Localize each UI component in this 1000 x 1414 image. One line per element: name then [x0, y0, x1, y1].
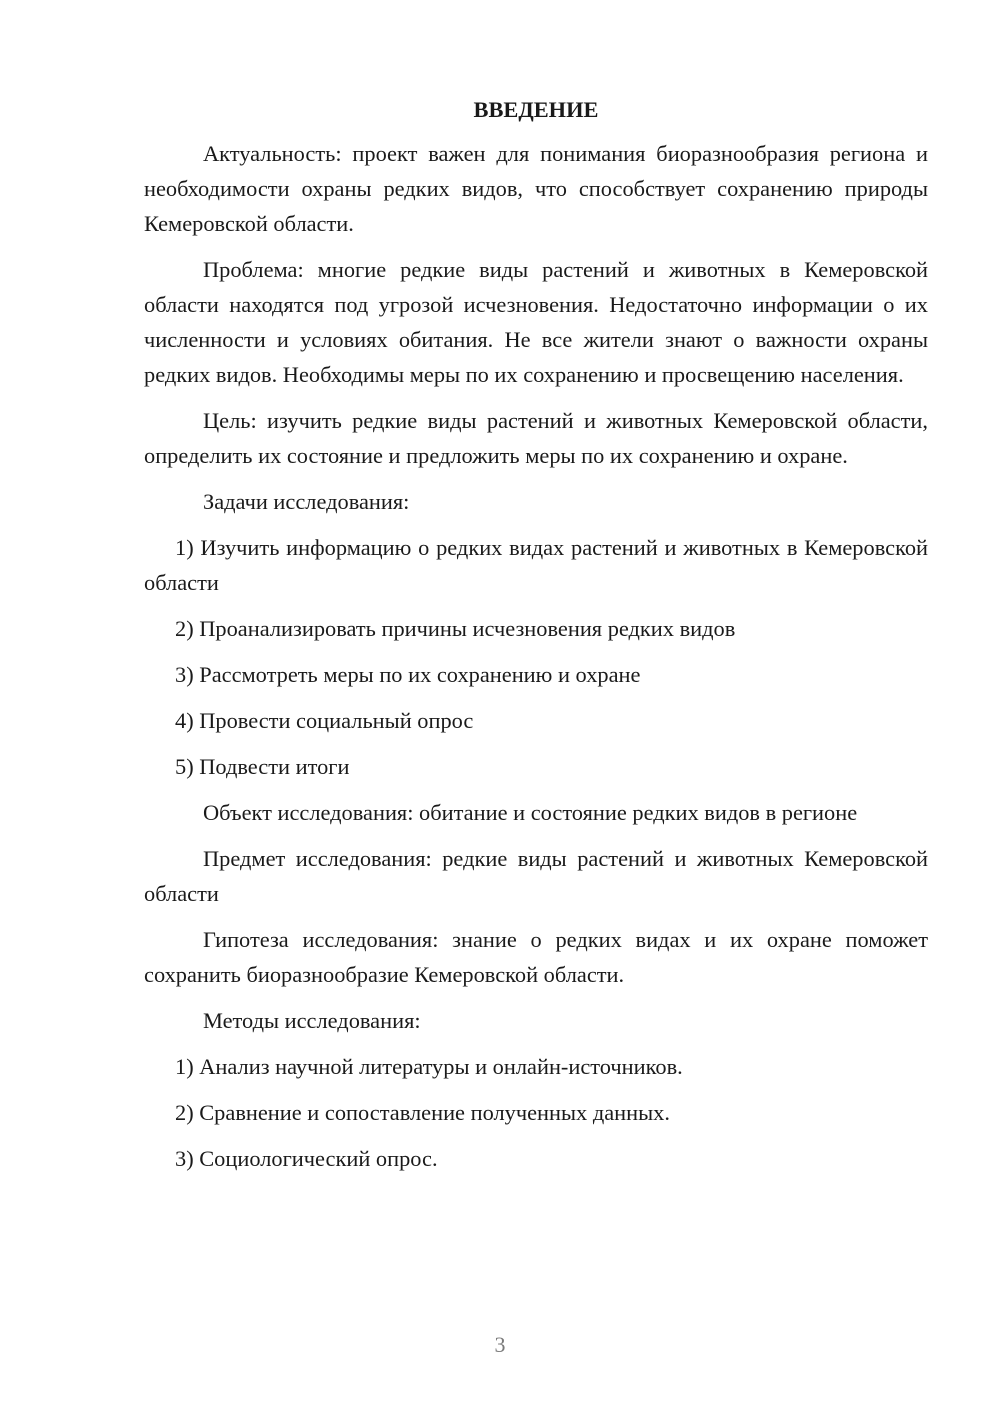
task-item-4: 4) Провести социальный опрос: [175, 708, 474, 733]
task-item-3: 3) Рассмотреть меры по их сохранению и охране: [175, 662, 641, 687]
document-body: [144, 92, 928, 1187]
goal-paragraph: Цель: изучить редкие виды растений и животных Кемеровской области, определить их состояние и предложить меры по их сохранению и охране.: [144, 408, 928, 468]
tasks-heading: Задачи исследования:: [203, 489, 410, 514]
research-object-paragraph: Объект исследования: обитание и состояние редких видов в регионе: [203, 800, 858, 825]
problem-paragraph: Проблема: многие редкие виды растений и животных в Кемеровской области находятся под угрозой исчезновения. Недостаточно информации о их численности и условиях обитания. Не все жители знают о важности охраны редких видов. Необходимы меры по их сохранению и просвещению населения.: [144, 257, 928, 387]
task-item-2: 2) Проанализировать причины исчезновения редких видов: [175, 616, 736, 641]
method-item-2: 2) Сравнение и сопоставление полученных данных.: [175, 1100, 670, 1125]
document-title: ВВЕДЕНИЕ: [473, 97, 599, 122]
task-item-5: 5) Подвести итоги: [175, 754, 350, 779]
methods-heading: Методы исследования:: [203, 1008, 421, 1033]
page-number: 3: [494, 1332, 506, 1357]
research-subject-paragraph: Предмет исследования: редкие виды растений и животных Кемеровской области: [144, 846, 928, 906]
hypothesis-paragraph: Гипотеза исследования: знание о редких видах и их охране поможет сохранить биоразнообразие Кемеровской области.: [144, 927, 928, 987]
task-item-1: 1) Изучить информацию о редких видах растений и животных в Кемеровской области: [144, 535, 928, 595]
method-item-3: 3) Социологический опрос.: [175, 1146, 438, 1171]
method-item-1: 1) Анализ научной литературы и онлайн-источников.: [175, 1054, 683, 1079]
relevance-paragraph: Актуальность: проект важен для понимания биоразнообразия региона и необходимости охраны редких видов, что способствует сохранению природы Кемеровской области.: [144, 141, 928, 236]
